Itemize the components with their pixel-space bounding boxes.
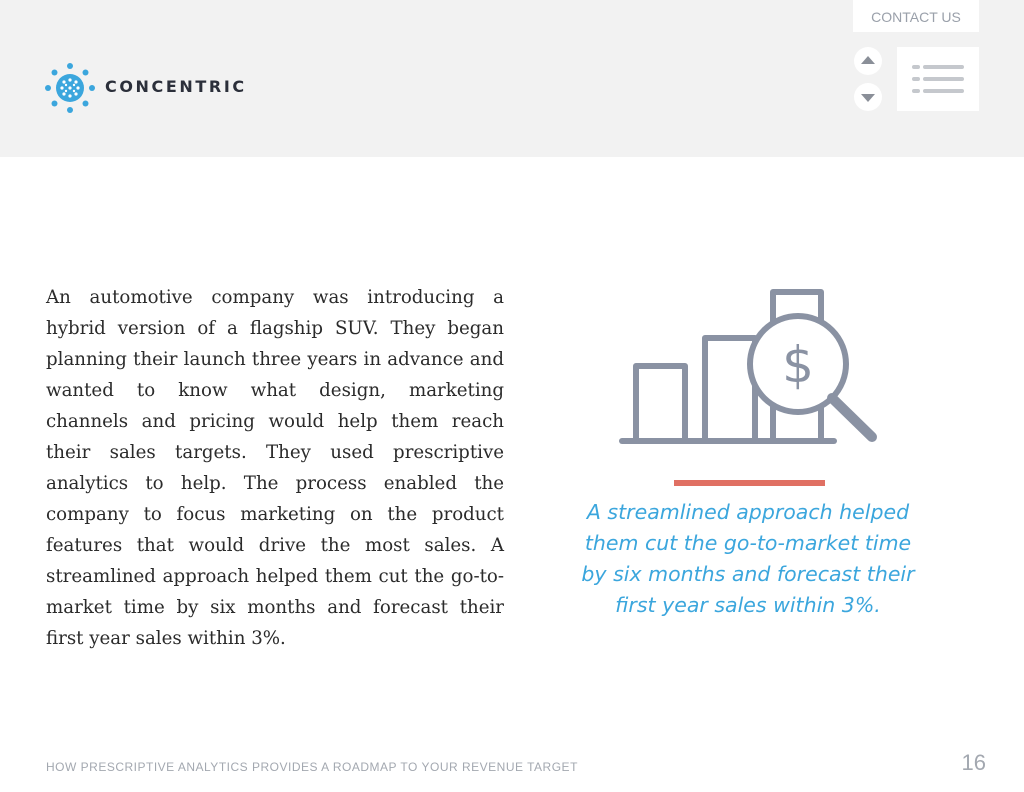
page-down-button[interactable]	[854, 83, 882, 111]
triangle-down-icon	[854, 83, 882, 111]
svg-text:$: $	[782, 336, 814, 394]
page-number: 16	[961, 750, 986, 775]
page-up-button[interactable]	[854, 47, 882, 75]
accent-divider	[674, 480, 825, 486]
contact-us-button[interactable]: CONTACT US	[853, 0, 979, 32]
footer-title: HOW PRESCRIPTIVE ANALYTICS PROVIDES A ROADMAP TO YOUR REVENUE TARGET	[46, 760, 578, 774]
concentric-logo-icon[interactable]	[44, 62, 96, 114]
triangle-up-icon	[854, 47, 882, 75]
hamburger-menu-icon	[897, 47, 979, 111]
pull-quote: A streamlined approach helped them cut the go-to-market time by six months and forecast their first year sales within 3%.	[581, 500, 915, 617]
header-bar	[0, 0, 1024, 157]
body-paragraph: An automotive company was introducing a hybrid version of a flagship SUV. They began planning their launch three years in advance and wanted to know what design, marketing channels and pricing would help them reach their sales targets. They used prescriptive analytics to help. The process enabled the company to focus marketing on the product features that would drive the most sales. A streamlined approach helped them cut the go-to-market time by six months and forecast their first year sales within 3%.	[46, 287, 504, 649]
brand-name: CONCENTRIC	[105, 77, 247, 96]
bar-chart-magnifier-dollar-icon	[610, 280, 890, 455]
menu-button[interactable]	[897, 47, 979, 111]
